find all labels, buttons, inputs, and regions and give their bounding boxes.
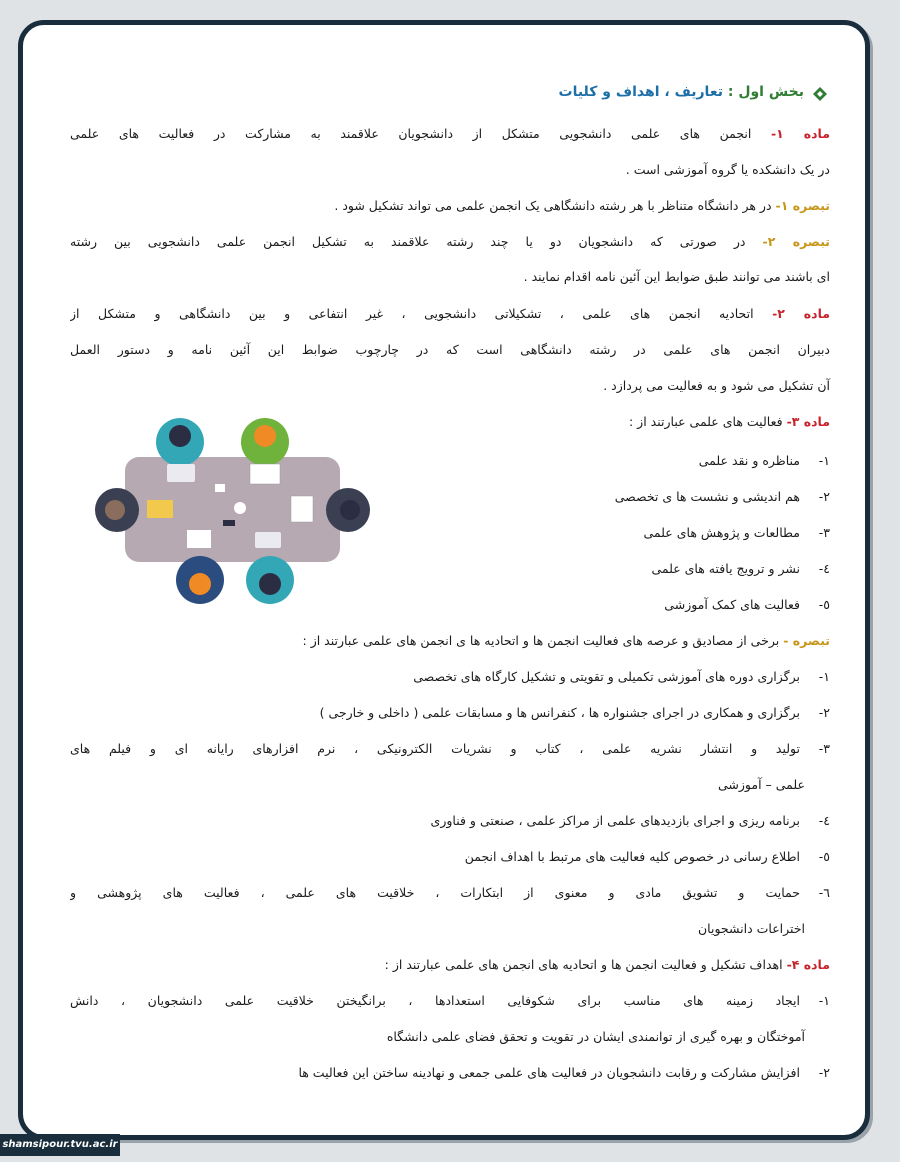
article4-item-1-cont: آموختگان و بهره گیری از توانمندی ایشان در تقویت و تحقق فضای علمی دانشگاه xyxy=(386,1029,805,1044)
article2-line2: دبیران انجمن های علمی در رشته دانشگاهی است که در چارچوب ضوابط این آئین نامه و دستور العمل xyxy=(70,342,830,357)
article3-item-2: ۲-هم اندیشی و نشست ها ی تخصصی xyxy=(614,489,830,504)
article4-item-2: ۲-افزایش مشارکت و رقابت دانشجویان در فعالیت های علمی جمعی و نهادینه ساختن این فعالیت ها xyxy=(298,1065,830,1080)
note1-label: تبصره ۱- xyxy=(775,198,830,213)
heading-part1: بخش اول : xyxy=(727,84,804,100)
article1-label: ماده ۱- xyxy=(770,126,830,141)
footer-url[interactable]: shamsipour.tvu.ac.ir xyxy=(0,1134,120,1156)
note3-item-1: ۱-برگزاری دوره های آموزشی تکمیلی و تقویتی و تشکیل کارگاه های تخصصی xyxy=(413,669,830,684)
note3-item-3-cont: علمی – آموزشی xyxy=(718,777,805,792)
article3-label: ماده ۳- xyxy=(786,414,830,429)
note3-item-5: ٥-اطلاع رسانی در خصوص کلیه فعالیت های مرتبط با اهداف انجمن xyxy=(464,849,830,864)
article3-item-1: ۱-مناظره و نقد علمی xyxy=(698,453,830,468)
article2-label: ماده ۲- xyxy=(772,306,830,321)
note2-line1: تبصره ۲- در صورتی که دانشجویان دو یا چند رشته علاقمند به تشکیل انجمن علمی دانشجویی بین رشته xyxy=(70,234,830,249)
note3-item-6-cont: اختراعات دانشجویان xyxy=(697,921,805,936)
article3-item-3: ۳-مطالعات و پژوهش های علمی xyxy=(643,525,830,540)
heading-part2: تعاریف ، اهداف و کلیات xyxy=(558,84,723,100)
article1-line1: ماده ۱- انجمن های علمی دانشجویی متشکل از دانشجویان علاقمند به مشارکت در فعالیت های علمی xyxy=(70,126,830,141)
note3-item-6: ٦-حمایت و تشویق مادی و معنوی از ابتکارات ، خلاقیت های علمی ، فعالیت های پژوهشی و xyxy=(70,885,830,900)
article4-item-1: ۱-ایجاد زمینه های مناسب برای شکوفایی استعدادها ، برانگیختن خلاقیت علمی دانشجویان ، دانش xyxy=(70,993,830,1008)
article1-line2: در یک دانشکده یا گروه آموزشی است . xyxy=(625,162,830,177)
note2-line2: ای باشند می توانند طبق ضوابط این آئین نامه اقدام نمایند . xyxy=(523,269,830,284)
note3-item-3: ۳-تولید و انتشار نشریه علمی ، کتاب و نشریات الکترونیکی ، نرم افزارهای رایانه ای و فیلم های xyxy=(70,741,830,756)
note3-line: تبصره - برخی از مصادیق و عرصه های فعالیت انجمن ها و اتحادیه ها ی انجمن های علمی عبارتند از : xyxy=(302,633,830,648)
section-heading xyxy=(559,84,805,100)
note1: تبصره ۱- در هر دانشگاه متناظر با هر رشته دانشگاهی یک انجمن علمی می تواند تشکیل شود . xyxy=(334,198,830,213)
article4-line: ماده ۴- اهداف تشکیل و فعالیت انجمن ها و اتحادیه های انجمن های علمی عبارتند از : xyxy=(384,957,830,972)
note3-label: تبصره - xyxy=(783,633,830,648)
article3-line: ماده ۳- فعالیت های علمی عبارتند از : xyxy=(629,414,830,429)
article2-line1: ماده ۲- اتحادیه انجمن های علمی ، تشکیلاتی دانشجویی ، غیر انتفاعی و بین دانشگاهی و متشکل از xyxy=(70,306,830,321)
diamond-bullet-icon xyxy=(812,86,828,102)
article4-label: ماده ۴- xyxy=(786,957,830,972)
article3-item-4: ٤-نشر و ترویج یافته های علمی xyxy=(651,561,830,576)
article3-item-5: ٥-فعالیت های کمک آموزشی xyxy=(664,597,830,612)
note3-item-2: ۲-برگزاری و همکاری در اجرای جشنواره ها ، کنفرانس ها و مسابقات علمی ( داخلی و خارجی ) xyxy=(319,705,830,720)
note3-item-4: ٤-برنامه ریزی و اجرای بازدیدهای علمی از مراکز علمی ، صنعتی و فناوری xyxy=(430,813,830,828)
note2-label: تبصره ۲- xyxy=(762,234,830,249)
article2-line3: آن تشکیل می شود و به فعالیت می پردازد . xyxy=(603,378,830,393)
meeting-illustration xyxy=(95,412,370,607)
